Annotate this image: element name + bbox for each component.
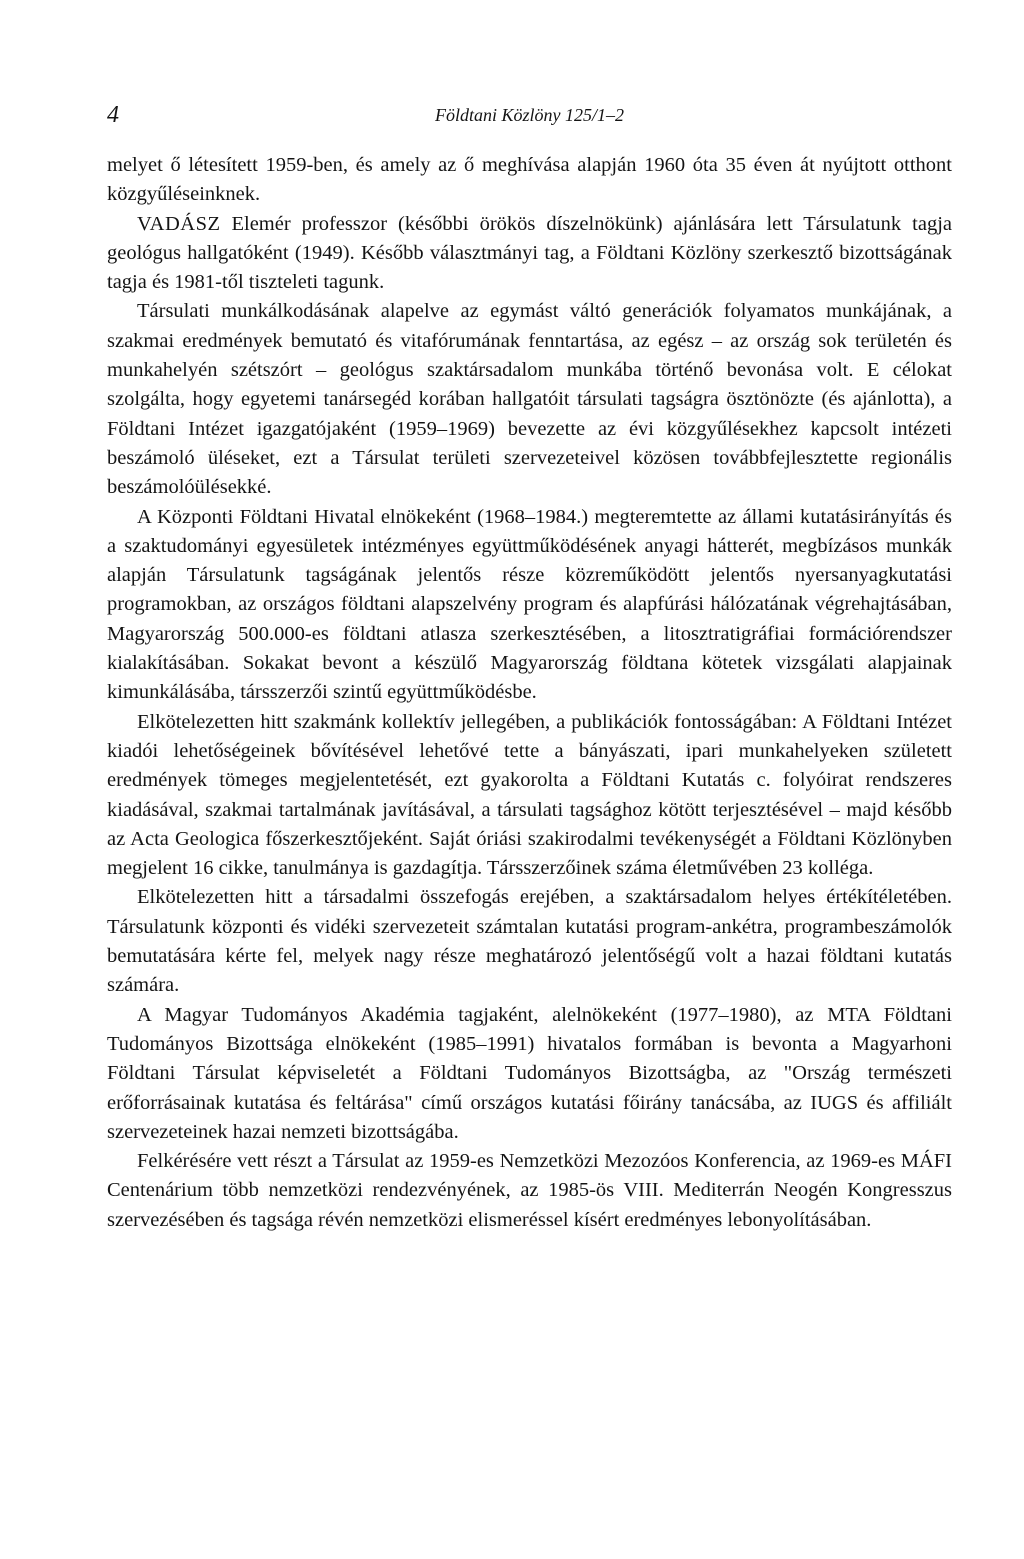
paragraph-social-cohesion: Elkötelezetten hitt a társadalmi összefogás erejében, a szaktársadalom helyes értékítéletében. Társulatunk központi és vidéki szervezeteit számtalan kutatási program-ankétra, programbeszámolók bemutatására kérte fel, melyek nagy része meghatározó jelentőségű volt a hazai földtani kutatás számára. xyxy=(107,886,952,997)
paragraph-central-office: A Központi Földtani Hivatal elnökeként (1968–1984.) megteremtette az állami kutatásirányítás és a szaktudományi egyesületek intézményes együttműködésének anyagi hátterét, megbízásos munkák alapján Társulatunk tagságának jelentős része közreműködött jelentős nyersanyagkutatási programokban, az országos földtani alapszelvény program és alapfúrási hálózatának végrehajtásában, Magyarország 500.000-es földtani atlasza szerkesztésében, a litosztratigráfiai formációrendszer kialakításában. Sokakat bevont a készülő Magyarország földtana kötetek vizsgálati alapjainak kimunkálásába, társszerzői szintű együttműködésbe. xyxy=(107,505,952,704)
page-number: 4 xyxy=(107,102,119,128)
paragraph-principles: Társulati munkálkodásának alapelve az egymást váltó generációk folyamatos munkájának, a szakmai eredmények bemutató és vitafórumának fenntartása, az egész – az ország sok területén és munkahelyén szétszórt – geológus szaktársadalom munkába történő bevonása volt. E célokat szolgálta, hogy egyetemi tanársegéd korában hallgatóit társulati tagságra ösztönözte (és ajánlotta), a Földtani Intézet igazgatójaként (1959–1969) bevezette az évi közgyűlésekhez kapcsolt intézeti beszámoló üléseket, ezt a Társulat területi szervezeteivel közösen továbbfejlesztette regionális beszámolóülésekké. xyxy=(107,300,952,499)
paragraph-conferences: Felkérésére vett részt a Társulat az 1959-es Nemzetközi Mezozóos Konferencia, az 1969-es MÁFI Centenárium több nemzetközi rendezvényének, az 1985-ös VIII. Mediterrán Neogén Kongresszus szervezésében és tagsága révén nemzetközi elismeréssel kísért eredményes lebonyolításában. xyxy=(107,1150,952,1231)
paragraph-continuation: melyet ő létesített 1959-ben, és amely az ő meghívása alapján 1960 óta 35 éven át nyújtott otthont közgyűléseinknek. xyxy=(107,154,952,206)
paragraph-academy: A Magyar Tudományos Akadémia tagjaként, alelnökeként (1977–1980), az MTA Földtani Tudományos Bizottsága elnökeként (1985–1991) hivatalos formában is bevonta a Magyarhoni Földtani Társulat képviseletét a Földtani Tudományos Bizottságba, az "Ország természeti erőforrásainak kutatása és feltárása" című országos kutatási főirány tanácsába, az IUGS és affiliált szervezeteinek hazai nemzeti bizottságába. xyxy=(107,1003,952,1143)
person-name: VADÁSZ xyxy=(137,212,221,235)
body-text xyxy=(107,151,952,1235)
running-head: Földtani Közlöny 125/1–2 xyxy=(435,105,624,125)
page-header xyxy=(107,100,952,130)
paragraph-publications: Elkötelezetten hitt szakmánk kollektív jellegében, a publikációk fontosságában: A Földtani Intézet kiadói lehetőségeinek bővítésével lehetővé tette a bányászati, ipari munkahelyeken született eredmények tömeges megjelentetését, ezt gyakorolta a Földtani Kutatás c. folyóirat rendszeres kiadásával, szakmai tartalmának javításával, a társulati tagsághoz kötött terjesztésével – majd később az Acta Geologica főszerkesztőjeként. Saját óriási szakirodalmi tevékenységét a Földtani Közlönyben megjelent 16 cikke, tanulmánya is gazdagítja. Társszerzőinek száma életművében 23 kolléga. xyxy=(107,710,952,880)
paragraph-membership-text: Elemér professzor (későbbi örökös díszelnökünk) ajánlására lett Társulatunk tagja geológus hallgatóként (1949). Később választmányi tag, a Földtani Közlöny szerkesztő bizottságának tagja és 1981-től tiszteleti tagunk. xyxy=(107,212,952,294)
paragraph-membership xyxy=(107,210,952,298)
